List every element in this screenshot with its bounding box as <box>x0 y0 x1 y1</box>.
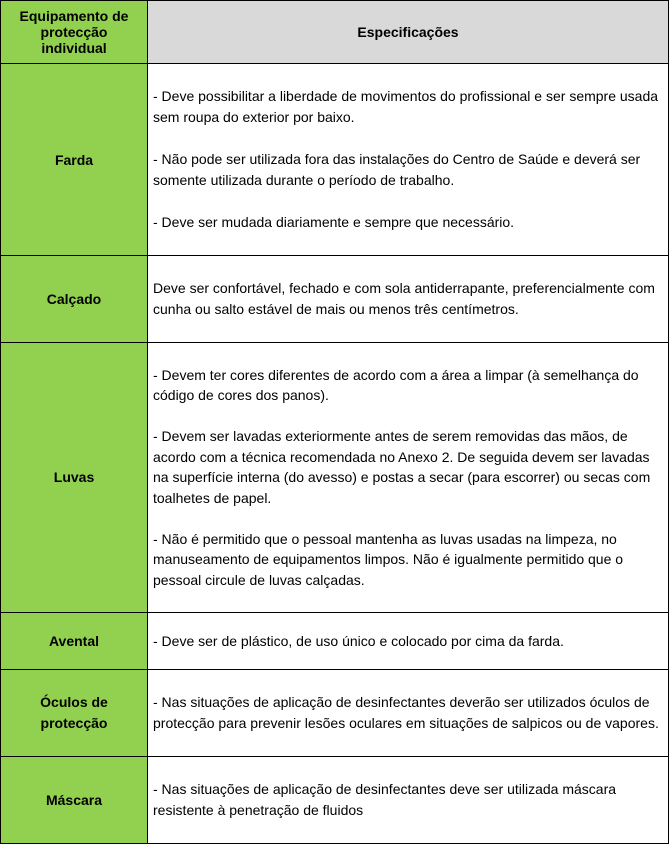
spec-line: - Deve possibilitar a liberdade de movimentos do profissional e ser sempre usada sem roupa do exterior por baixo. <box>153 88 659 125</box>
table-row-mascara <box>1 756 669 843</box>
table-row-oculos <box>1 669 669 756</box>
header-specifications: Especificações <box>148 1 669 64</box>
row-spec-luvas <box>148 343 669 613</box>
row-spec-mascara <box>148 756 669 843</box>
row-spec-farda <box>148 64 669 256</box>
row-label-calcado: Calçado <box>1 256 148 343</box>
table-row-avental <box>1 612 669 669</box>
spec-line: - Deve ser de plástico, de uso único e colocado por cima da farda. <box>153 632 564 649</box>
table-row-calcado <box>1 256 669 343</box>
row-spec-calcado <box>148 256 669 343</box>
row-spec-oculos <box>148 669 669 756</box>
spec-line: - Não pode ser utilizada fora das instalações do Centro de Saúde e deverá ser somente utilizada durante o período de trabalho. <box>153 151 641 188</box>
table-row-farda <box>1 64 669 256</box>
spec-line: - Devem ter cores diferentes de acordo com a área a limpar (à semelhança do código de cores dos panos). <box>153 366 639 403</box>
row-spec-avental <box>148 612 669 669</box>
header-equipment: Equipamento de protecção individual <box>1 1 148 64</box>
row-label-mascara: Máscara <box>1 756 148 843</box>
spec-line: - Deve ser mudada diariamente e sempre que necessário. <box>153 214 515 230</box>
row-label-avental: Avental <box>1 612 148 669</box>
spec-line: Deve ser confortável, fechado e com sola antiderrapante, preferencialmente com cunha ou salto estável de mais ou menos três centímetros. <box>153 280 655 317</box>
spec-line: - Nas situações de aplicação de desinfectantes deve ser utilizada máscara resistente à penetração de fluidos <box>153 780 617 818</box>
spec-line: - Nas situações de aplicação de desinfectantes deverão ser utilizados óculos de protecção para prevenir lesões oculares em situações de salpicos ou de vapores. <box>153 693 659 731</box>
table-row-luvas <box>1 343 669 613</box>
row-label-farda: Farda <box>1 64 148 256</box>
row-label-oculos: Óculos de protecção <box>1 669 148 756</box>
table-header-row <box>1 1 669 64</box>
spec-line: - Devem ser lavadas exteriormente antes de serem removidas das mãos, de acordo com a técnica recomendada no Anexo 2. De seguida devem ser lavadas na superfície interna (do avesso) e postas a secar (para escorrer) ou secas com toalhetes de papel. <box>153 428 651 506</box>
row-label-luvas: Luvas <box>1 343 148 613</box>
spec-line: - Não é permitido que o pessoal mantenha as luvas usadas na limpeza, no manuseamento de equipamentos limpos. Não é igualmente permitido que o pessoal circule de luvas calçadas. <box>153 530 624 588</box>
